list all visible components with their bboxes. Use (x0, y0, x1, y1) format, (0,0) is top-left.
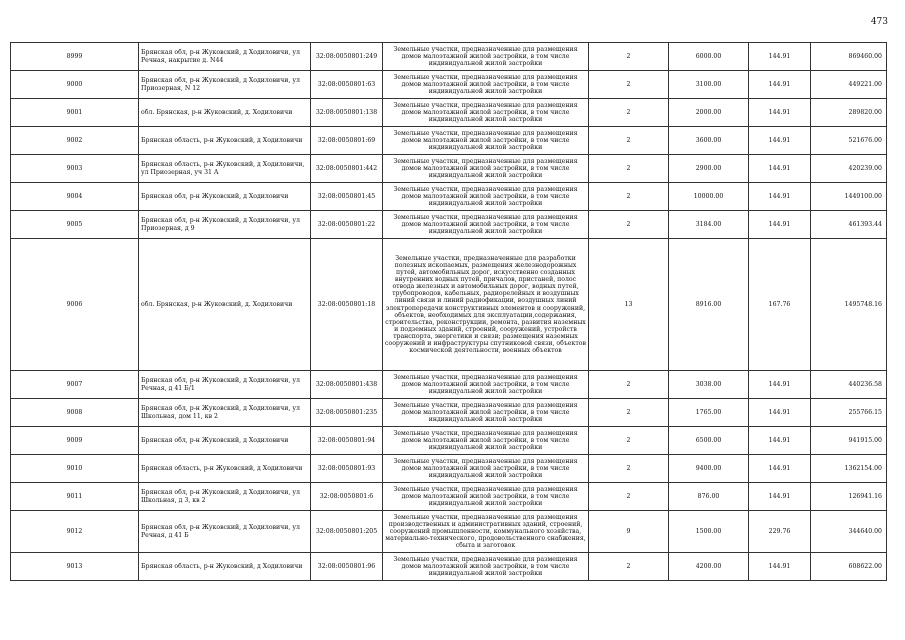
row-use-code: 2 (589, 43, 669, 71)
row-cadastral-number: 32:08:0050801:438 (311, 371, 383, 399)
row-cadastral-value: 289820.00 (811, 99, 887, 127)
row-cadastral-number: 32:08:0050801:94 (311, 427, 383, 455)
row-area: 3100.00 (669, 71, 749, 99)
row-number: 9007 (11, 371, 139, 399)
row-cadastral-value: 420239.00 (811, 155, 887, 183)
row-rate: 167.76 (749, 239, 811, 371)
row-number: 9003 (11, 155, 139, 183)
row-use-code: 2 (589, 127, 669, 155)
row-address: Брянская обл, р-н Жуковский, д Ходиловичи (139, 183, 311, 211)
row-cadastral-number: 32:08:0050801:63 (311, 71, 383, 99)
page-number: 473 (870, 17, 888, 27)
row-cadastral-value: 608622.00 (811, 553, 887, 581)
table-row (11, 371, 887, 399)
cadastral-value-table (10, 42, 887, 581)
row-number: 9005 (11, 211, 139, 239)
row-rate: 144.91 (749, 455, 811, 483)
row-cadastral-number: 32:08:0050801:93 (311, 455, 383, 483)
row-address: Брянская обл, р-н Жуковский, д Ходиловичи (139, 427, 311, 455)
row-number: 9002 (11, 127, 139, 155)
row-address: Брянская обл, р-н Жуковский, д Ходиловичи, ул Речная, д 41 Б (139, 511, 311, 553)
row-address: Брянская обл, р-н Жуковский, д Ходиловичи, ул Речная, накрытие д. N44 (139, 43, 311, 71)
row-land-use: Земельные участки, предназначенные для размещения домов малоэтажной жилой застройки, в том числе индивидуальной жилой застройки (383, 371, 589, 399)
row-area: 3600.00 (669, 127, 749, 155)
row-use-code: 2 (589, 211, 669, 239)
table-row (11, 127, 887, 155)
row-number: 9012 (11, 511, 139, 553)
row-use-code: 2 (589, 99, 669, 127)
row-rate: 144.91 (749, 71, 811, 99)
row-cadastral-number: 32:08:0050801:96 (311, 553, 383, 581)
row-rate: 144.91 (749, 127, 811, 155)
row-land-use: Земельные участки, предназначенные для размещения домов малоэтажной жилой застройки, в том числе индивидуальной жилой застройки (383, 71, 589, 99)
row-land-use: Земельные участки, предназначенные для размещения домов малоэтажной жилой застройки, в том числе индивидуальной жилой застройки (383, 43, 589, 71)
row-area: 3184.00 (669, 211, 749, 239)
row-cadastral-value: 461393.44 (811, 211, 887, 239)
row-land-use: Земельные участки, предназначенные для размещения домов малоэтажной жилой застройки, в том числе индивидуальной жилой застройки (383, 99, 589, 127)
row-rate: 144.91 (749, 211, 811, 239)
row-address: Брянская область, р-н Жуковский, д Ходиловичи (139, 127, 311, 155)
row-rate: 144.91 (749, 483, 811, 511)
row-use-code: 9 (589, 511, 669, 553)
row-address: Брянская обл, р-н Жуковский, д Ходиловичи, ул Школьная, д 3, кв 2 (139, 483, 311, 511)
row-land-use: Земельные участки, предназначенные для размещения домов малоэтажной жилой застройки, в том числе индивидуальной жилой застройки (383, 483, 589, 511)
row-address: обл. Брянская, р-н Жуковский, д. Ходиловичи (139, 99, 311, 127)
row-area: 2000.00 (669, 99, 749, 127)
table-row (11, 511, 887, 553)
row-cadastral-value: 449221.00 (811, 71, 887, 99)
row-cadastral-value: 344640.00 (811, 511, 887, 553)
row-land-use: Земельные участки, предназначенные для размещения домов малоэтажной жилой застройки, в том числе индивидуальной жилой застройки (383, 155, 589, 183)
row-cadastral-number: 32:08:0050801:6 (311, 483, 383, 511)
row-area: 9400.00 (669, 455, 749, 483)
row-rate: 229.76 (749, 511, 811, 553)
row-use-code: 2 (589, 399, 669, 427)
row-use-code: 2 (589, 371, 669, 399)
row-number: 9013 (11, 553, 139, 581)
row-cadastral-number: 32:08:0050801:442 (311, 155, 383, 183)
row-rate: 144.91 (749, 99, 811, 127)
row-land-use: Земельные участки, предназначенные для размещения домов малоэтажной жилой застройки, в том числе индивидуальной жилой застройки (383, 399, 589, 427)
table-row (11, 183, 887, 211)
row-address: обл. Брянская, р-н Жуковский, д. Ходиловичи (139, 239, 311, 371)
row-land-use: Земельные участки, предназначенные для размещения домов малоэтажной жилой застройки, в том числе индивидуальной жилой застройки (383, 211, 589, 239)
row-cadastral-value: 521676.00 (811, 127, 887, 155)
row-cadastral-number: 32:08:0050801:205 (311, 511, 383, 553)
row-number: 9004 (11, 183, 139, 211)
row-address: Брянская область, р-н Жуковский, д Ходиловичи, ул Приозерная, уч 31 А (139, 155, 311, 183)
row-address: Брянская обл, р-н Жуковский, д Ходиловичи, ул Школьная, дом 11, кв 2 (139, 399, 311, 427)
row-rate: 144.91 (749, 427, 811, 455)
row-area: 8916.00 (669, 239, 749, 371)
row-rate: 144.91 (749, 399, 811, 427)
row-cadastral-number: 32:08:0050801:45 (311, 183, 383, 211)
row-cadastral-value: 941915.00 (811, 427, 887, 455)
row-number: 9011 (11, 483, 139, 511)
row-area: 4200.00 (669, 553, 749, 581)
table-body (11, 43, 887, 581)
table-row (11, 483, 887, 511)
row-cadastral-value: 255766.15 (811, 399, 887, 427)
row-land-use: Земельные участки, предназначенные для размещения домов малоэтажной жилой застройки, в том числе индивидуальной жилой застройки (383, 553, 589, 581)
row-cadastral-number: 32:08:0050801:22 (311, 211, 383, 239)
row-rate: 144.91 (749, 553, 811, 581)
row-cadastral-value: 126941.16 (811, 483, 887, 511)
table-row (11, 399, 887, 427)
row-cadastral-value: 440236.58 (811, 371, 887, 399)
row-rate: 144.91 (749, 155, 811, 183)
row-address: Брянская обл, р-н Жуковский, д Ходиловичи, ул Приозерная, д 9 (139, 211, 311, 239)
table-row (11, 71, 887, 99)
row-use-code: 2 (589, 71, 669, 99)
table-row (11, 427, 887, 455)
row-area: 10000.00 (669, 183, 749, 211)
row-address: Брянская обл, р-н Жуковский, д Ходиловичи, ул Речная, д 41 Б/1 (139, 371, 311, 399)
table-row (11, 155, 887, 183)
row-area: 6000.00 (669, 43, 749, 71)
row-rate: 144.91 (749, 183, 811, 211)
row-rate: 144.91 (749, 43, 811, 71)
row-use-code: 13 (589, 239, 669, 371)
row-cadastral-number: 32:08:0050801:249 (311, 43, 383, 71)
row-land-use: Земельные участки, предназначенные для размещения производственных и административных зданий, строений, сооружений промышленности, коммунального хозяйства, материально-технического, продовольственного снабжения, сбыта и заготовок (383, 511, 589, 553)
row-cadastral-value: 1495748.16 (811, 239, 887, 371)
row-area: 876.00 (669, 483, 749, 511)
row-area: 3038.00 (669, 371, 749, 399)
row-number: 9006 (11, 239, 139, 371)
row-area: 1500.00 (669, 511, 749, 553)
row-cadastral-number: 32:08:0050801:69 (311, 127, 383, 155)
row-land-use: Земельные участки, предназначенные для размещения домов малоэтажной жилой застройки, в том числе индивидуальной жилой застройки (383, 127, 589, 155)
row-cadastral-number: 32:08:0050801:18 (311, 239, 383, 371)
row-cadastral-number: 32:08:0050801:235 (311, 399, 383, 427)
row-area: 2900.00 (669, 155, 749, 183)
row-cadastral-value: 869460.00 (811, 43, 887, 71)
row-use-code: 2 (589, 427, 669, 455)
row-use-code: 2 (589, 155, 669, 183)
row-cadastral-value: 1362154.00 (811, 455, 887, 483)
row-land-use: Земельные участки, предназначенные для разработки полезных ископаемых, размещения железнодорожных путей, автомобильных дорог, искусственно созданных внутренних водных путей, причалов, пристаней, полос отвода железных и автомобильных дорог, водных путей, трубопроводов, кабельных, радиорелейных и воздушных линий связи и линий радиофикации, воздушных линий электропередачи конструктивных элементов и сооружений, объектов, необходимых для эксплуатации,содержания, строительства, реконструкции, ремонта, развития наземных и подземных зданий, строений, сооружений, устройств транспорта, энергетики и связи; размещения наземных сооружений и инфраструктуры спутниковой связи, объектов космической деятельности, военных объектов (383, 239, 589, 371)
row-land-use: Земельные участки, предназначенные для размещения домов малоэтажной жилой застройки, в том числе индивидуальной жилой застройки (383, 183, 589, 211)
row-use-code: 2 (589, 183, 669, 211)
row-number: 8999 (11, 43, 139, 71)
row-number: 9000 (11, 71, 139, 99)
row-address: Брянская область, р-н Жуковский, д Ходиловичи (139, 553, 311, 581)
row-cadastral-number: 32:08:0050801:138 (311, 99, 383, 127)
table-row (11, 553, 887, 581)
row-use-code: 2 (589, 483, 669, 511)
row-rate: 144.91 (749, 371, 811, 399)
row-cadastral-value: 1449100.00 (811, 183, 887, 211)
table-row (11, 43, 887, 71)
row-number: 9009 (11, 427, 139, 455)
table-row (11, 455, 887, 483)
row-area: 1765.00 (669, 399, 749, 427)
row-land-use: Земельные участки, предназначенные для размещения домов малоэтажной жилой застройки, в том числе индивидуальной жилой застройки (383, 427, 589, 455)
row-address: Брянская обл, р-н Жуковский, д Ходиловичи, ул Приозерная, N 12 (139, 71, 311, 99)
row-number: 9008 (11, 399, 139, 427)
row-land-use: Земельные участки, предназначенные для размещения домов малоэтажной жилой застройки, в том числе индивидуальной жилой застройки (383, 455, 589, 483)
row-number: 9001 (11, 99, 139, 127)
table-row (11, 211, 887, 239)
row-number: 9010 (11, 455, 139, 483)
row-address: Брянская область, р-н Жуковский, д Ходиловичи (139, 455, 311, 483)
table-row (11, 99, 887, 127)
row-use-code: 2 (589, 553, 669, 581)
table-row (11, 239, 887, 371)
row-area: 6500.00 (669, 427, 749, 455)
row-use-code: 2 (589, 455, 669, 483)
